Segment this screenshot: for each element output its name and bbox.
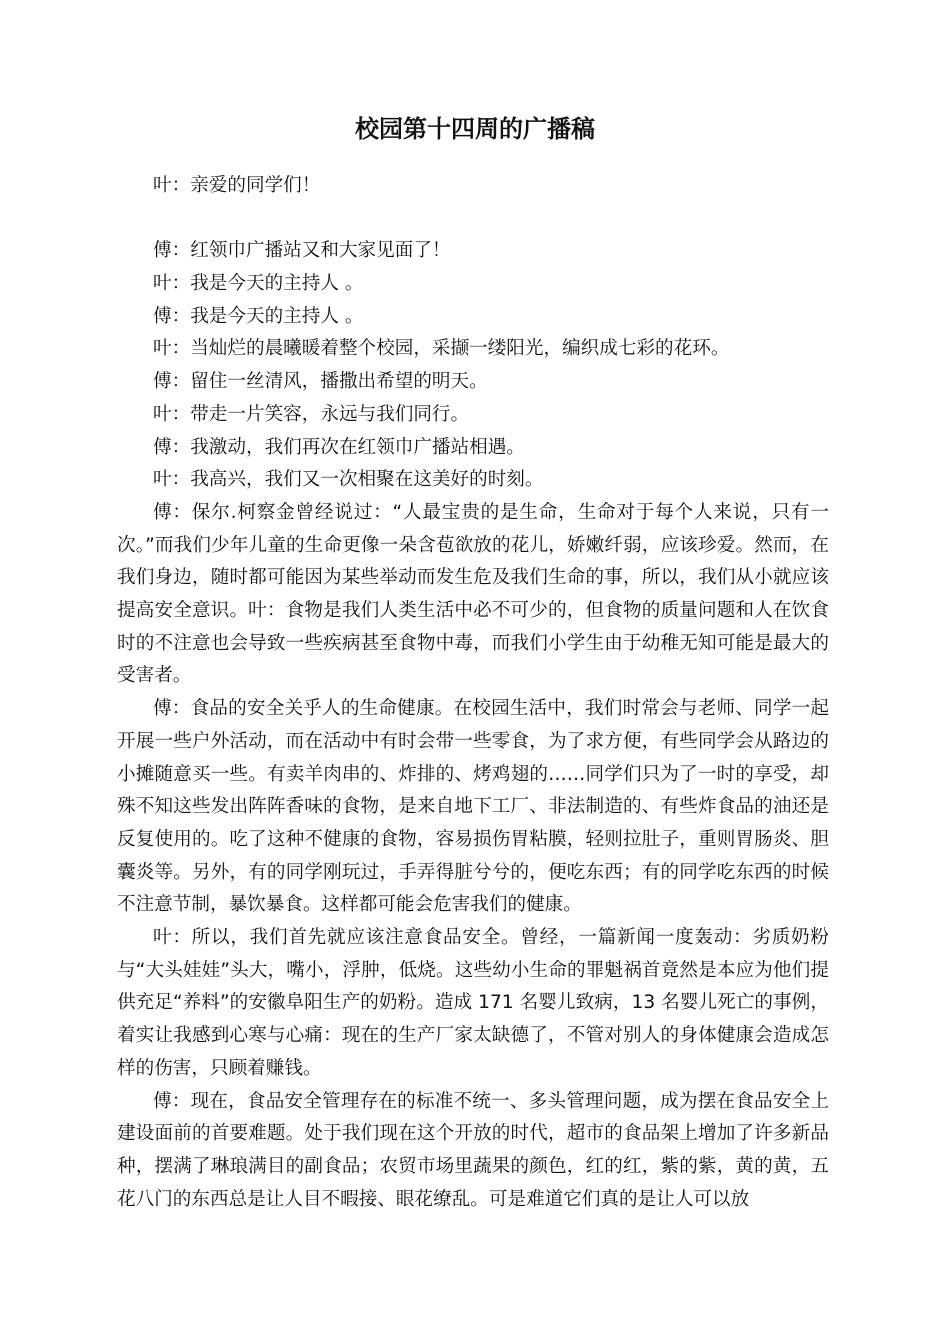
dialogue-line: 叶：亲爱的同学们！ — [153, 175, 321, 196]
dialogue-line: 叶：我高兴，我们又一次相聚在这美好的时刻。 — [153, 469, 544, 491]
dialogue-paragraph: 傅：保尔.柯察金曾经说过：“人最宝贵的是生命，生命对于每个人来说，只有一次。”而我们少年儿童的生命更像一朵含苞欲放的花儿，娇嫩纤弱，应该珍爱。然而，在我们身边，随时都可能因为某些举动而发生危及我们生命的事，所以，我们从小就应该提高安全意识。叶：食物是我们人类生活中必不可少的，但食物的质量问题和人在饮食时的不注意也会导致一些疾病甚至食物中毒，而我们小学生由于幼稚无知可能是最大的受害者。 — [117, 501, 829, 687]
blank-line — [117, 203, 829, 236]
dialogue-paragraph: 叶：所以，我们首先就应该注意食品安全。曾经，一篇新闻一度轰动：劣质奶粉与“大头娃娃”头大，嘴小，浮肿，低烧。这些幼小生命的罪魁祸首竟然是本应为他们提供充足“养料”的安徽阜阳生产的奶粉。造成 171 名婴儿致病，13 名婴儿死亡的事例，着实让我感到心寒与心痛：现在的生产厂家太缺德了，不管对别人的身体健康会造成怎样的伤害，只顾着赚钱。 — [117, 927, 829, 1079]
dialogue-line: 傅：我是今天的主持人 。 — [153, 305, 364, 327]
dialogue-line: 叶：带走一片笑容，永远与我们同行。 — [153, 403, 470, 425]
dialogue-line: 傅：我激动，我们再次在红领巾广播站相遇。 — [153, 436, 525, 458]
dialogue-line: 叶：当灿烂的晨曦暖着整个校园，采撷一缕阳光，编织成七彩的花环。 — [153, 338, 730, 360]
broadcast-script-body — [117, 170, 829, 1216]
dialogue-paragraph: 傅：食品的安全关乎人的生命健康。在校园生活中，我们时常会与老师、同学一起开展一些户外活动，而在活动中有时会带一些零食，为了求方便，有些同学会从路边的小摊随意买一些。有卖羊肉串的、炸排的、烤鸡翅的……同学们只为了一时的享受，却殊不知这些发出阵阵香味的食物，是来自地下工厂、非法制造的、有些炸食品的油还是反复使用的。吃了这种不健康的食物，容易损伤胃粘膜，轻则拉肚子，重则胃肠炎、胆囊炎等。另外，有的同学刚玩过，手弄得脏兮兮的，便吃东西；有的同学吃东西的时候不注意节制，暴饮暴食。这样都可能会危害我们的健康。 — [117, 698, 829, 916]
dialogue-paragraph: 傅：现在，食品安全管理存在的标准不统一、多头管理问题，成为摆在食品安全上建设面前的首要难题。处于我们现在这个开放的时代，超市的食品架上增加了许多新品种，摆满了琳琅满目的副食品；农贸市场里蔬果的颜色，红的红，紫的紫，黄的黄，五花八门的东西总是让人目不暇接、眼花缭乱。可是难道它们真的是让人可以放 — [117, 1090, 829, 1210]
dialogue-line: 傅：留住一丝清风，播撒出希望的明天。 — [153, 371, 488, 393]
dialogue-line: 叶：我是今天的主持人 。 — [153, 273, 364, 295]
page-title: 校园第十四周的广播稿 — [355, 115, 595, 143]
dialogue-line: 傅：红领巾广播站又和大家见面了！ — [153, 240, 451, 262]
